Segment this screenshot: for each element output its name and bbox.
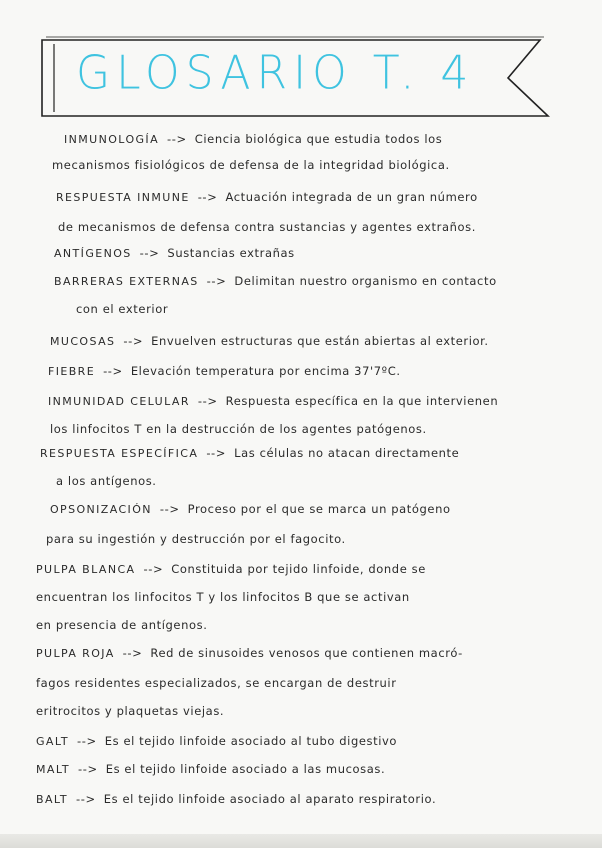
entry-continuation: eritrocitos y plaquetas viejas. bbox=[36, 704, 225, 718]
entry-term: RESPUESTA ESPECÍFICA bbox=[40, 447, 199, 460]
entry-term: OPSONIZACIÓN bbox=[50, 503, 152, 516]
entry-term: PULPA ROJA bbox=[36, 647, 115, 660]
entry-galt bbox=[36, 734, 397, 748]
arrow-icon: --> bbox=[77, 762, 98, 776]
entry-fiebre bbox=[48, 364, 401, 378]
entry-continuation: encuentran los linfocitos T y los linfocitos B que se activan bbox=[36, 590, 410, 604]
entry-mucosas bbox=[50, 334, 489, 348]
entry-definition: Constituida por tejido linfoide, donde se bbox=[171, 562, 426, 576]
page-bottom-edge bbox=[0, 834, 602, 848]
arrow-icon: --> bbox=[122, 646, 143, 660]
entry-definition: Es el tejido linfoide asociado al aparato respiratorio. bbox=[103, 792, 437, 806]
entry-term: INMUNIDAD CELULAR bbox=[48, 395, 190, 408]
entry-term: GALT bbox=[36, 735, 69, 748]
entry-term: MUCOSAS bbox=[50, 335, 116, 348]
arrow-icon: --> bbox=[76, 734, 97, 748]
arrow-icon: --> bbox=[206, 274, 227, 288]
entry-definition: Actuación integrada de un gran número bbox=[225, 190, 478, 204]
entry-continuation: en presencia de antígenos. bbox=[36, 618, 208, 632]
entry-definition: Red de sinusoides venosos que contienen macró- bbox=[150, 646, 463, 660]
arrow-icon: --> bbox=[197, 190, 218, 204]
arrow-icon: --> bbox=[167, 132, 187, 146]
entry-definition: Envuelven estructuras que están abiertas al exterior. bbox=[151, 334, 489, 348]
entry-definition: Respuesta específica en la que intervienen bbox=[225, 394, 499, 408]
entry-term: INMUNOLOGÍA bbox=[64, 133, 159, 146]
entry-antigenos bbox=[54, 246, 295, 260]
arrow-icon: --> bbox=[139, 246, 160, 260]
entry-balt bbox=[36, 792, 436, 806]
entry-term: RESPUESTA INMUNE bbox=[56, 191, 190, 204]
entry-barreras-externas bbox=[54, 274, 497, 288]
entry-continuation: a los antígenos. bbox=[56, 474, 157, 488]
entry-respuesta-inmune bbox=[56, 190, 478, 204]
arrow-icon: --> bbox=[103, 364, 123, 378]
entry-continuation: de mecanismos de defensa contra sustancias y agentes extraños. bbox=[58, 220, 477, 234]
entry-definition: Proceso por el que se marca un patógeno bbox=[187, 502, 451, 516]
entry-inmunidad-celular bbox=[48, 394, 498, 408]
entry-pulpa-blanca bbox=[36, 562, 426, 576]
entry-definition: Es el tejido linfoide asociado a las mucosas. bbox=[105, 762, 386, 776]
entry-definition: Sustancias extrañas bbox=[167, 246, 295, 260]
entry-opsonizacion bbox=[50, 502, 451, 516]
page-title: GLOSARIO T. 4 bbox=[76, 46, 475, 101]
arrow-icon: --> bbox=[197, 394, 218, 408]
entry-continuation: para su ingestión y destrucción por el fagocito. bbox=[46, 532, 346, 546]
entry-malt bbox=[36, 762, 385, 776]
entry-term: BALT bbox=[36, 793, 69, 806]
entry-respuesta-especifica bbox=[40, 446, 459, 460]
entry-definition: Ciencia biológica que estudia todos los bbox=[194, 132, 443, 146]
arrow-icon: --> bbox=[143, 562, 164, 576]
arrow-icon: --> bbox=[206, 446, 227, 460]
entry-definition: Delimitan nuestro organismo en contacto bbox=[234, 274, 497, 288]
entry-definition: Elevación temperatura por encima 37'7ºC. bbox=[130, 364, 401, 378]
entry-term: FIEBRE bbox=[48, 365, 96, 378]
entry-definition: Es el tejido linfoide asociado al tubo digestivo bbox=[104, 734, 398, 748]
entry-term: ANTÍGENOS bbox=[54, 247, 132, 260]
arrow-icon: --> bbox=[159, 502, 180, 516]
entry-term: PULPA BLANCA bbox=[36, 563, 136, 576]
entry-continuation: los linfocitos T en la destrucción de los agentes patógenos. bbox=[50, 422, 427, 436]
arrow-icon: --> bbox=[123, 334, 144, 348]
entry-inmunologia bbox=[64, 132, 442, 146]
entry-term: BARRERAS EXTERNAS bbox=[54, 275, 199, 288]
entry-continuation: con el exterior bbox=[76, 302, 169, 316]
entry-term: MALT bbox=[36, 763, 70, 776]
entry-pulpa-roja bbox=[36, 646, 463, 660]
entry-continuation: fagos residentes especializados, se encargan de destruir bbox=[36, 676, 397, 690]
entry-continuation: mecanismos fisiológicos de defensa de la integridad biológica. bbox=[52, 158, 450, 172]
entry-definition: Las células no atacan directamente bbox=[234, 446, 460, 460]
arrow-icon: --> bbox=[76, 792, 96, 806]
